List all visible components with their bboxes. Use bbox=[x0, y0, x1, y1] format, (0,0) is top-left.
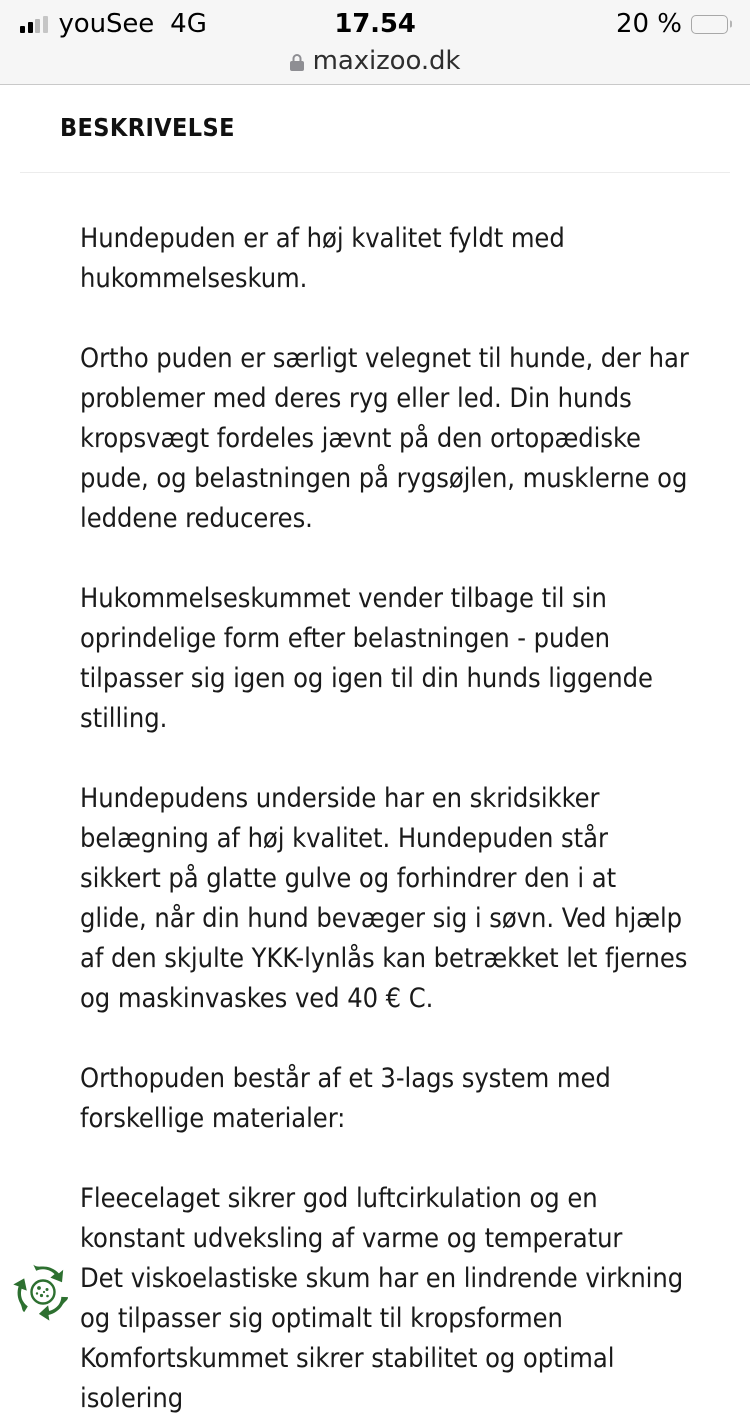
status-bar-right bbox=[616, 9, 728, 39]
battery-icon bbox=[691, 15, 728, 34]
section-heading: BESKRIVELSE bbox=[60, 113, 235, 142]
description-paragraph: Ortho puden er særligt velegnet til hunde, der har problemer med deres ryg eller led. Din hunds kropsvægt fordeles jævnt på den ortopædiske pude, og belastningen på rygsøjlen, musklerne og leddene reduceres. bbox=[80, 343, 689, 534]
url-label: maxizoo.dk bbox=[312, 46, 461, 76]
description-paragraph: Hundepudens underside har en skridsikker belægning af høj kvalitet. Hundepuden står sikkert på glatte gulve og forhindrer den i at glide, når din hund bevæger sig i søvn. Ved hjælp af den skjulte YKK-lynlås kan betrækket let fjernes og maskinvaskes ved 40 € C. bbox=[80, 783, 688, 1014]
description-paragraph: Hukommelseskummet vender tilbage til sin oprindelige form efter belastningen - puden tilpasser sig igen og igen til din hunds liggende stilling. bbox=[80, 583, 653, 734]
description-body bbox=[0, 173, 750, 1419]
carrier-label: youSee bbox=[58, 9, 155, 39]
feature-line: Komfortskummet sikrer stabilitet og optimal isolering bbox=[80, 1343, 615, 1414]
status-bar bbox=[0, 6, 750, 42]
description-paragraph: Orthopuden består af et 3-lags system med forskellige materialer: bbox=[80, 1063, 611, 1134]
page-content bbox=[0, 85, 750, 1414]
browser-chrome bbox=[0, 0, 750, 85]
battery-percent-label: 20 % bbox=[615, 9, 682, 39]
network-type-label: 4G bbox=[170, 9, 207, 39]
clock-label: 17.54 bbox=[334, 9, 416, 39]
recycling-icon[interactable] bbox=[12, 1261, 74, 1323]
address-bar[interactable] bbox=[0, 42, 750, 84]
feature-line: Det viskoelastiske skum har en lindrende virkning og tilpasser sig optimalt til kropsformen bbox=[80, 1263, 684, 1334]
feature-line: Fleecelaget sikrer god luftcirkulation og en konstant udveksling af varme og temperatur bbox=[80, 1183, 623, 1254]
lock-icon bbox=[290, 54, 304, 71]
battery-cap bbox=[730, 21, 733, 28]
description-paragraph: Hundepuden er af høj kvalitet fyldt med hukommelseskum. bbox=[80, 223, 565, 294]
feature-list bbox=[80, 1179, 690, 1419]
